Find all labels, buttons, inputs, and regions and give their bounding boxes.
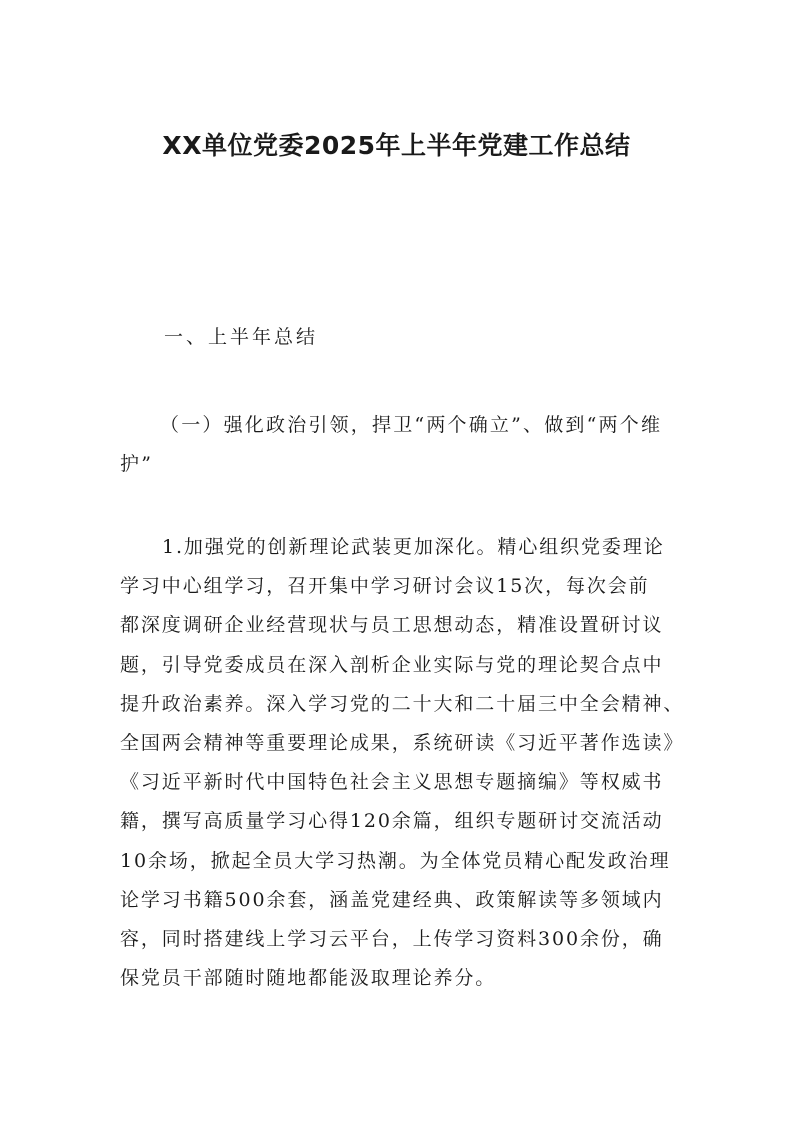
document-title: XX单位党委2025年上半年党建工作总结 — [162, 131, 631, 160]
paragraph-line: 籍，撰写高质量学习心得120余篇，组织专题研讨交流活动 — [120, 810, 664, 833]
paragraph-line: 论学习书籍500余套，涵盖党建经典、政策解读等多领域内 — [120, 888, 664, 911]
paragraph-line: 都深度调研企业经营现状与员工思想动态，精准设置研讨议 — [120, 614, 664, 637]
paragraph-line: 1.加强党的创新理论武装更加深化。精心组织党委理论 — [162, 536, 665, 558]
paragraph-line: 题，引导党委成员在深入剖析企业实际与党的理论契合点中 — [120, 653, 664, 676]
paragraph-line: 全国两会精神等重要理论成果，系统研读《习近平著作选读》 — [120, 732, 685, 755]
body-paragraph — [120, 528, 685, 998]
section-heading: 一、上半年总结 — [164, 326, 319, 348]
paragraph-line: 提升政治素养。深入学习党的二十大和二十届三中全会精神、 — [120, 692, 685, 715]
paragraph-line: 学习中心组学习，召开集中学习研讨会议15次，每次会前 — [120, 575, 650, 598]
paragraph-line: 保党员干部随时随地都能汲取理论养分。 — [120, 967, 497, 990]
paragraph-line: 《习近平新时代中国特色社会主义思想专题摘编》等权威书 — [120, 771, 664, 794]
paragraph-line: 容，同时搭建线上学习云平台，上传学习资料300余份，确 — [120, 928, 664, 951]
paragraph-line: 10余场，掀起全员大学习热潮。为全体党员精心配发政治理 — [120, 849, 671, 872]
sub-heading: （一）强化政治引领，捍卫“两个确立”、做到“两个维护” — [120, 414, 663, 475]
